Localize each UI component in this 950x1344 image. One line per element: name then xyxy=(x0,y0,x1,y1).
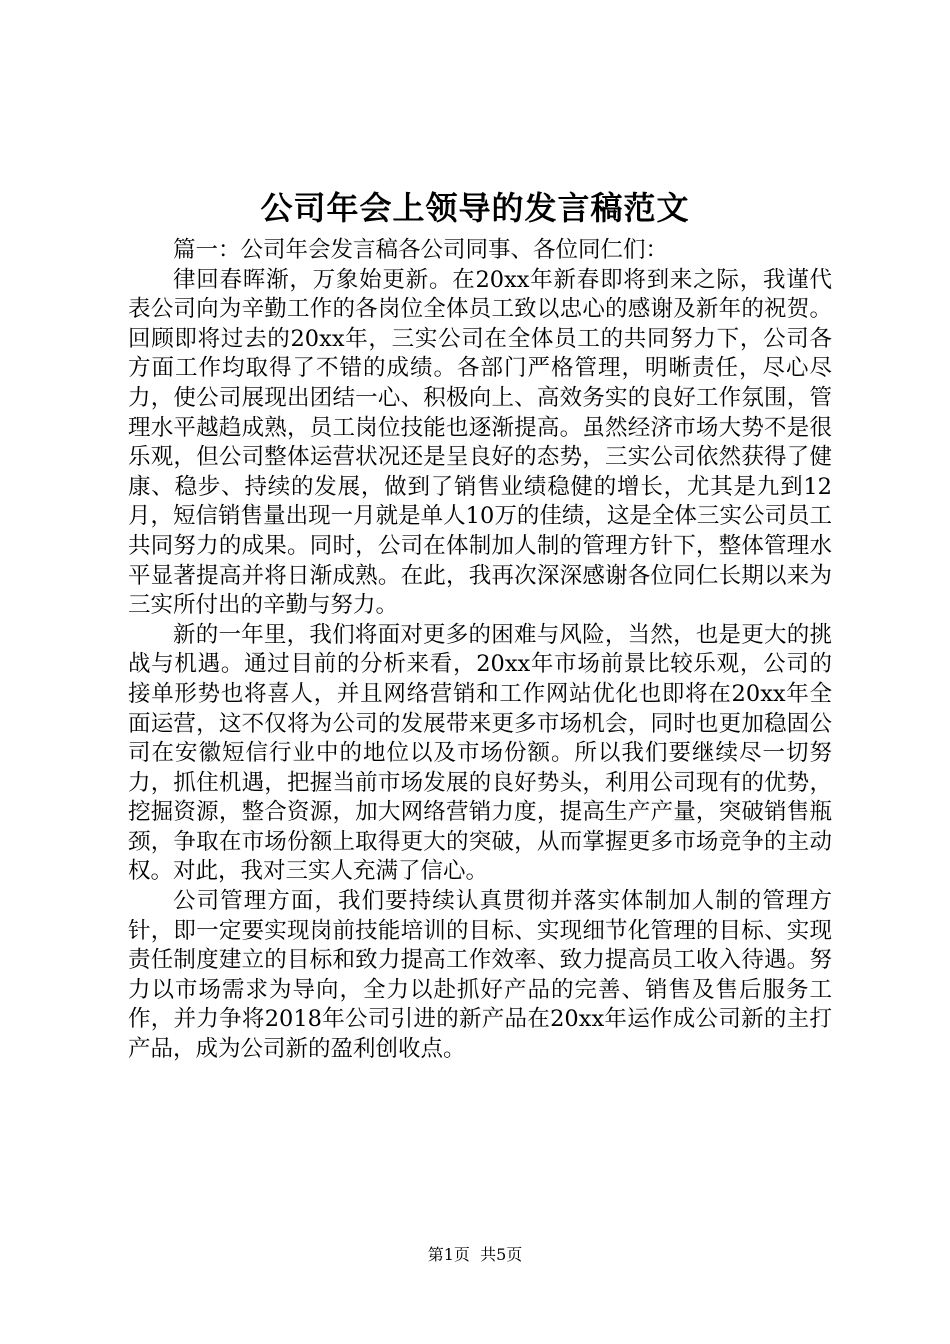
paragraph-new-year-outlook: 新的一年里，我们将面对更多的困难与风险，当然，也是更大的挑战与机遇。通过目前的分析来看，20xx年市场前景比较乐观，公司的接单形势也将喜人，并且网络营销和工作网站优化也即将在20xx年全面运营，这不仅将为公司的发展带来更多市场机会，同时也更加稳固公司在安徽短信行业中的地位以及市场份额。所以我们要继续尽一切努力，抓住机遇，把握当前市场发展的良好势头，利用公司现有的优势，挖掘资源，整合资源，加大网络营销力度，提高生产产量，突破销售瓶颈，争取在市场份额上取得更大的突破，从而掌握更多市场竞争的主动权。对此，我对三实人充满了信心。 xyxy=(128,621,832,885)
document-title: 公司年会上领导的发言稿范文 xyxy=(260,189,690,227)
paragraph-opening: 律回春晖渐，万象始更新。在20xx年新春即将到来之际，我谨代表公司向为辛勤工作的各岗位全体员工致以忠心的感谢及新年的祝贺。回顾即将过去的20xx年，三实公司在全体员工的共同努力下，公司各方面工作均取得了不错的成绩。各部门严格管理，明晰责任，尽心尽力，使公司展现出团结一心、积极向上、高效务实的良好工作氛围，管理水平越趋成熟，员工岗位技能也逐渐提高。虽然经济市场大势不是很乐观，但公司整体运营状况还是呈良好的态势，三实公司依然获得了健康、稳步、持续的发展，做到了销售业绩稳健的增长，尤其是九到12月，短信销售量出现一月就是单人10万的佳绩，这是全体三实公司员工共同努力的成果。同时，公司在体制加人制的管理方针下，整体管理水平显著提高并将日渐成熟。在此，我再次深深感谢各位同仁长期以来为三实所付出的辛勤与努力。 xyxy=(128,266,832,619)
page-number-current: 第1页 xyxy=(427,1245,470,1264)
paragraph-salutation: 篇一：公司年会发言稿各公司同事、各位同仁们： xyxy=(173,237,669,263)
paragraph-management: 公司管理方面，我们要持续认真贯彻并落实体制加人制的管理方针，即一定要实现岗前技能培训的目标、实现细节化管理的目标、实现责任制度建立的目标和致力提高工作效率、致力提高员工收入待遇。努力以市场需求为导向，全力以赴抓好产品的完善、销售及售后服务工作，并力争将2018年公司引进的新产品在20xx年运作成公司新的主打产品，成为公司新的盈利创收点。 xyxy=(128,888,832,1063)
document-body xyxy=(128,236,832,1065)
page-footer xyxy=(0,1244,950,1266)
page-number-total: 共5页 xyxy=(480,1245,523,1264)
